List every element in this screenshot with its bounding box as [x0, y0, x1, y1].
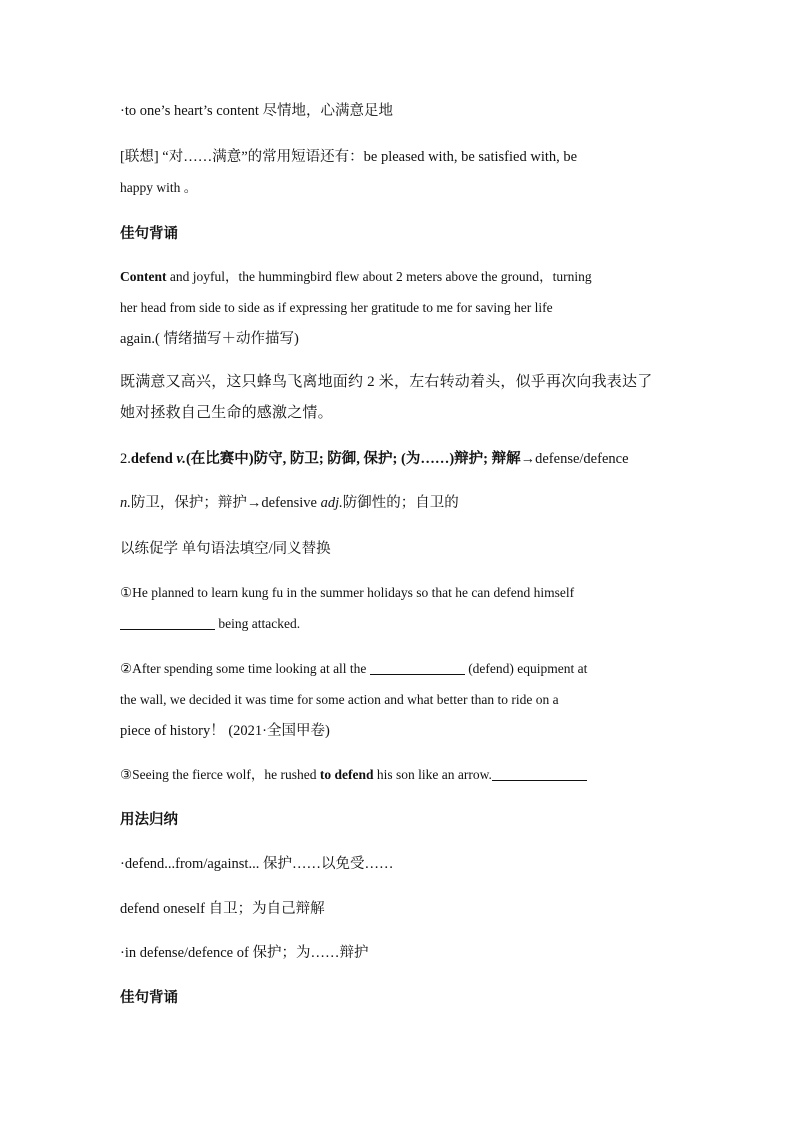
section-heading-good-sentences: 佳句背诵 — [120, 226, 178, 242]
entry-word-defend: defend — [130, 451, 177, 467]
section-heading-usage: 用法归纳 — [120, 812, 178, 828]
section-heading-good-sentences-2: 佳句背诵 — [120, 990, 178, 1006]
exercise-3-bold: to defend — [319, 767, 374, 782]
entry-noun-forms: defense/defence — [535, 451, 629, 467]
entry-definition: (在比赛中)防守, 防卫; 防御, 保护; (为……)辩护; 辩解→ — [185, 451, 536, 467]
exercise-1-tail: being attacked. — [215, 616, 301, 631]
entry-pos-noun: n. — [120, 495, 131, 511]
usage-item-3: ·in defense/defence of 保护；为……辩护 — [120, 945, 369, 961]
exercise-3-head: ③Seeing the fierce wolf，he rushed — [120, 767, 320, 782]
example-sentence-line-3: again.( 情绪描写＋动作描写) — [120, 331, 299, 347]
entry-number: 2. — [120, 451, 131, 467]
association-note-line-1: [联想] “对……满意”的常用短语还有：be pleased with, be satisfied with, be — [120, 149, 578, 165]
example-sentence-line-2: her head from side to side as if expressing her gratitude to me for saving her life — [120, 300, 553, 315]
entry-defend-line-1 — [120, 450, 680, 468]
entry-defend-line-2 — [120, 494, 680, 512]
exercise-3-tail: his son like an arrow. — [373, 767, 492, 782]
example-sentence-line-1-text: and joyful，the hummingbird flew about 2 meters above the ground，turning — [166, 269, 592, 284]
phrase-to-ones-hearts-content: ·to one’s heart’s content 尽情地，心满意足地 — [120, 103, 394, 119]
entry-noun-meaning: 防卫，保护；辩护→defensive — [130, 495, 321, 511]
usage-item-1: ·defend...from/against... 保护……以免受…… — [120, 856, 394, 872]
translation-line-2: 她对拯救自己生命的感激之情。 — [120, 405, 333, 421]
exercise-2-tail: (defend) equipment at — [464, 661, 588, 676]
answer-blank-2[interactable] — [370, 660, 465, 675]
exercise-3-line-1 — [120, 766, 680, 784]
keyword-content: Content — [120, 269, 167, 284]
exercise-2-line-2: the wall, we decided it was time for some action and what better than to ride on a — [120, 692, 559, 707]
exercise-2-line-1 — [120, 660, 680, 678]
translation-line-1: 既满意又高兴，这只蜂鸟飞离地面约 2 米，左右转动着头，似乎再次向我表达了 — [120, 374, 653, 390]
answer-blank-3[interactable] — [492, 766, 587, 781]
practice-heading: 以练促学 单句语法填空/同义替换 — [120, 541, 331, 557]
exercise-1-line-2 — [120, 615, 680, 633]
entry-pos-adj: adj. — [320, 495, 343, 511]
exercise-2-line-3: piece of history！ (2021·全国甲卷) — [120, 723, 330, 739]
entry-adj-meaning: 防御性的；自卫的 — [342, 495, 459, 511]
example-sentence-line-1 — [120, 268, 680, 286]
exercise-1-line-1: ①He planned to learn kung fu in the summer holidays so that he can defend himself — [120, 585, 575, 600]
exercise-2-head: ②After spending some time looking at all the — [120, 661, 370, 676]
answer-blank-1[interactable] — [120, 615, 215, 630]
entry-pos-verb: v. — [176, 451, 186, 467]
usage-item-2: defend oneself 自卫；为自己辩解 — [120, 901, 325, 917]
association-note-line-2: happy with 。 — [120, 180, 198, 195]
